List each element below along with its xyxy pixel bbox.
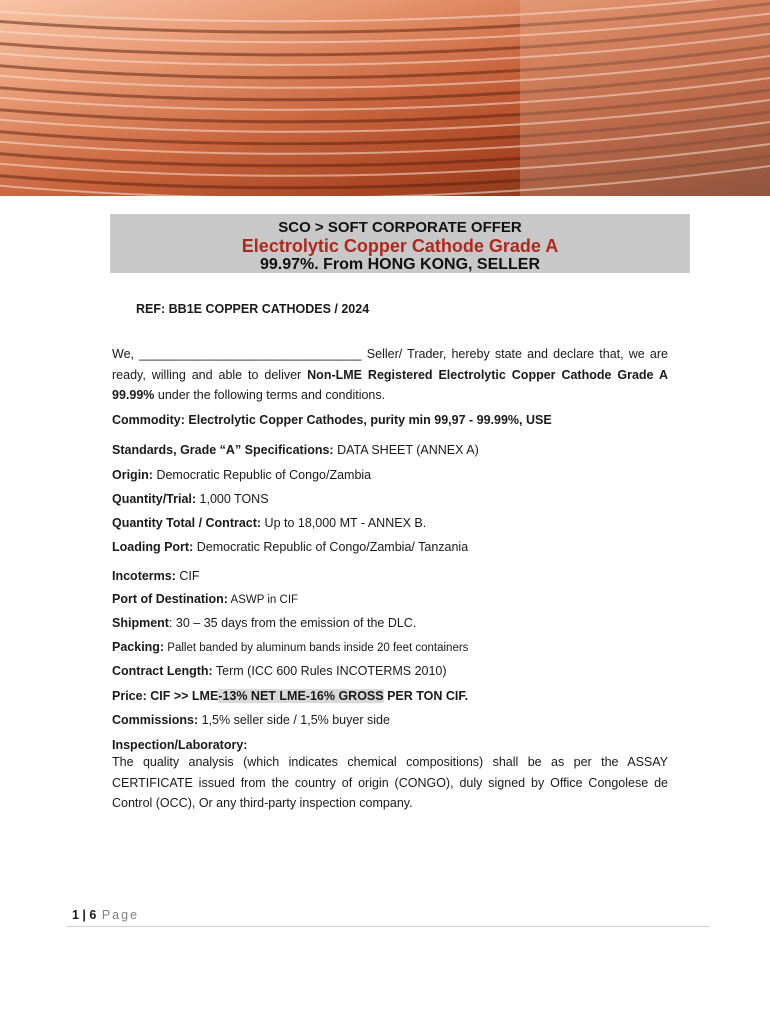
term-value: : 30 – 35 days from the emission of the DLC. — [168, 616, 417, 630]
term-loading-port — [112, 539, 468, 555]
inspection-label: Inspection/Laboratory: — [112, 738, 248, 752]
term-label: Origin: — [112, 468, 153, 482]
term-incoterms — [112, 568, 200, 584]
term-label: Quantity/Trial: — [112, 492, 197, 506]
term-value: Democratic Republic of Congo/Zambia/ Tanzania — [193, 540, 469, 554]
term-port-destination — [112, 591, 298, 608]
inspection-heading — [112, 737, 247, 753]
commodity-line: Commodity: Electrolytic Copper Cathodes, purity min 99,97 - 99.99%, USE — [112, 413, 552, 427]
page-word: Page — [96, 908, 140, 922]
declaration-paragraph — [112, 344, 668, 406]
term-value: CIF — [175, 569, 200, 583]
declaration-tail: under the following terms and conditions. — [154, 388, 386, 402]
declaration-we: We, — [112, 347, 140, 361]
declaration-product: Non-LME Registered Electrolytic Copper Cathode Grade A 99.99% — [112, 367, 668, 402]
term-label: Commissions: — [112, 713, 199, 727]
price-suffix: PER TON CIF. — [383, 689, 469, 703]
term-label: Packing: — [112, 640, 165, 654]
purity-origin-line: 99.97%. From HONG KONG, SELLER — [259, 256, 541, 273]
product-title: Electrolytic Copper Cathode Grade A — [241, 236, 559, 256]
term-packing — [112, 639, 468, 656]
price-highlight: -13% NET LME-16% GROSS — [218, 689, 384, 703]
reference-line: REF: BB1E COPPER CATHODES / 2024 — [136, 302, 370, 316]
copper-cathode-photo — [0, 0, 770, 196]
term-label: Shipment — [112, 616, 169, 630]
footer-divider — [66, 926, 710, 927]
term-value: Pallet banded by aluminum bands inside 20 feet containers — [164, 642, 469, 654]
page-number: 1 | 6 — [72, 908, 97, 922]
inspection-paragraph: The quality analysis (which indicates chemical compositions) shall be as per the ASSAY CERTIFICATE issued from the country of origin (CONGO), duly signed by Office Congolese de Control (OCC), Or any third-party inspection company. — [112, 755, 668, 810]
offer-title-box — [110, 214, 690, 273]
copper-sheets-illustration — [0, 0, 770, 196]
term-contract-length — [112, 663, 447, 679]
seller-name-blank: ________________________________ — [139, 347, 362, 361]
term-label: Standards, Grade “A” Specifications: — [112, 443, 334, 457]
term-value: Democratic Republic of Congo/Zambia — [152, 468, 372, 482]
term-label: Contract Length: — [112, 664, 213, 678]
term-value: 1,000 TONS — [196, 492, 269, 506]
term-value: Term (ICC 600 Rules INCOTERMS 2010) — [212, 664, 447, 678]
term-commissions — [112, 712, 390, 728]
term-value: 1,5% seller side / 1,5% buyer side — [198, 713, 390, 727]
term-standards — [112, 442, 479, 458]
term-origin — [112, 467, 371, 483]
term-label: Incoterms: — [112, 569, 176, 583]
term-value: DATA SHEET (ANNEX A) — [333, 443, 479, 457]
term-label: Port of Destination: — [112, 592, 228, 606]
term-label: Loading Port: — [112, 540, 194, 554]
offer-type-heading: SCO > SOFT CORPORATE OFFER — [278, 219, 522, 236]
price-prefix: Price: CIF >> LME — [112, 689, 219, 703]
term-value: Up to 18,000 MT - ANNEX B. — [261, 516, 427, 530]
term-quantity-trial — [112, 491, 269, 507]
page-footer — [72, 908, 139, 922]
term-label: Quantity Total / Contract: — [112, 516, 262, 530]
term-value: ASWP in CIF — [227, 594, 299, 606]
declaration-text: Seller/ Trader, hereby state and declare that, we are ready, willing and able to deliver — [112, 347, 668, 382]
term-shipment — [112, 615, 416, 631]
price-line — [112, 688, 468, 704]
term-quantity-total — [112, 515, 426, 531]
